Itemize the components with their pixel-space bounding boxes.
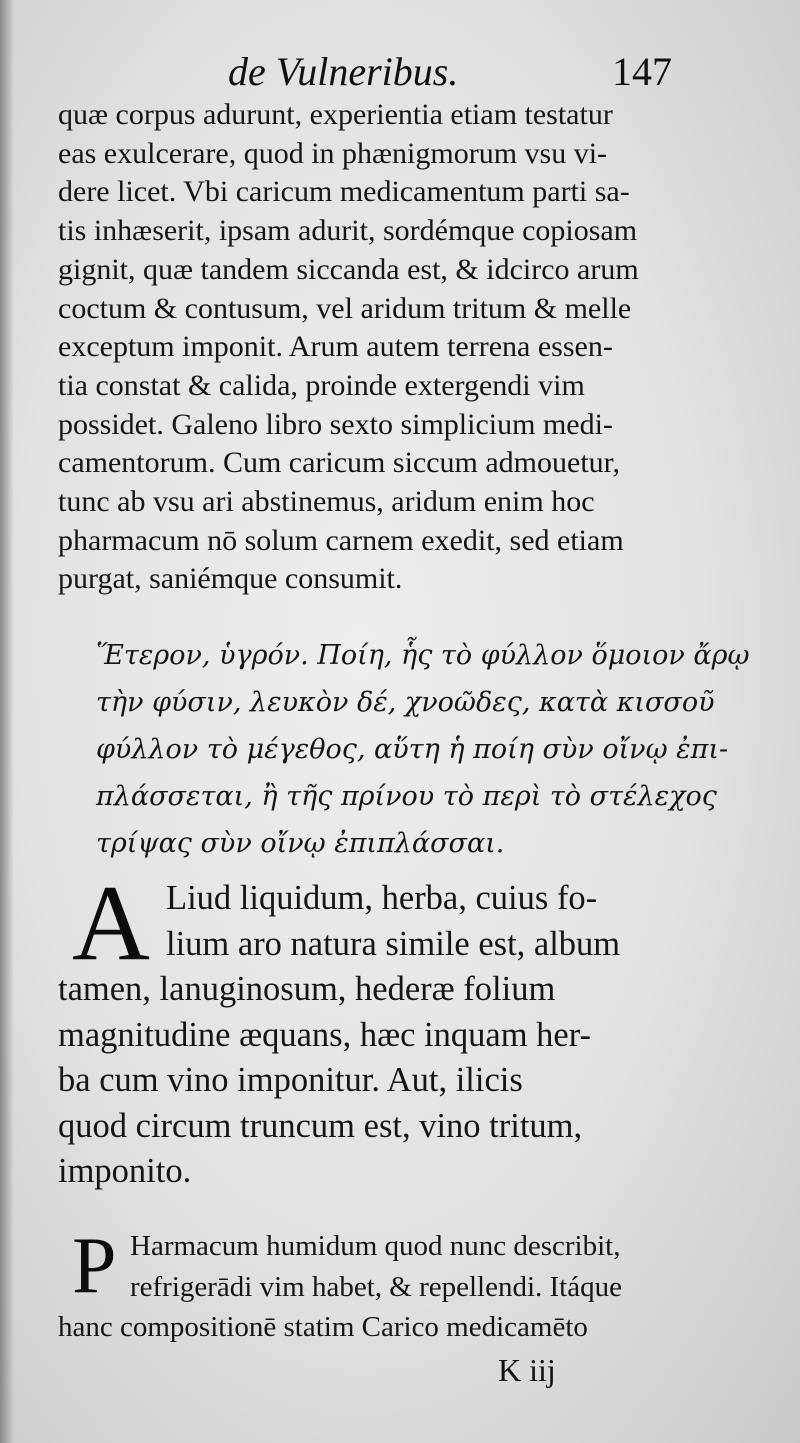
drop-cap-p: P [72, 1222, 117, 1310]
text-line: magnitudine æquans, hæc inquam her- [58, 1015, 591, 1054]
text-line: purgat, saniémque consumit. [58, 562, 403, 596]
latin-paragraph-3 [58, 1222, 708, 1348]
text-line: eas exulcerare, quod in phænigmorum vsu vi- [58, 136, 608, 170]
greek-line: τὴν φύσιν, λευκὸν δέ, χνοῶδες, κατὰ κισσοῦ [96, 687, 715, 718]
greek-line: τρίψας σὺν οἴνῳ ἐπιπλάσσαι. [96, 828, 505, 859]
text-line: lium aro natura simile est, album [166, 924, 621, 963]
text-line: imponito. [58, 1152, 192, 1190]
text-line: possidet. Galeno libro sexto simplicium medi- [58, 407, 613, 441]
text-line: hanc compositionē statim Carico medicamēto [58, 1311, 588, 1343]
page-shadow-edge [0, 0, 14, 1443]
text-line: dere licet. Vbi caricum medicamentum parti sa- [58, 175, 630, 209]
signature-mark: K iij [498, 1352, 556, 1388]
text-line: refrigerādi vim habet, & repellendi. Itáque [130, 1270, 622, 1303]
greek-line: φύλλον τὸ μέγεθος, αὕτη ἡ ποίη σὺν οἴνῳ ἐπι- [96, 734, 729, 765]
text-line: tia constat & calida, proinde extergendi vim [58, 368, 585, 402]
text-line: tunc ab vsu ari abstinemus, aridum enim hoc [58, 485, 595, 519]
running-title: de Vulneribus. [228, 49, 459, 94]
latin-paragraph-2 [58, 864, 708, 1195]
text-line: tis inhæserit, ipsam adurit, sordémque copiosam [58, 214, 638, 248]
text-line: quæ corpus adurunt, experientia etiam testatur [58, 98, 613, 131]
text-line: ba cum vino imponitur. Aut, ilicis [58, 1061, 523, 1099]
text-line: exceptum imponit. Arum autem terrena essen- [58, 330, 613, 364]
greek-line: πλάσσεται, ἢ τῆς πρίνου τὸ περὶ τὸ στέλεχος [96, 781, 717, 812]
page-number: 147 [612, 49, 672, 94]
drop-cap-a: A [72, 864, 150, 983]
text-line: quod circum truncum est, vino tritum, [58, 1106, 583, 1145]
text-line: coctum & contusum, vel aridum tritum & melle [58, 291, 632, 325]
text-line: Liud liquidum, herba, cuius fo- [166, 879, 598, 917]
greek-line: Ἕτερον, ὑγρόν. Ποίη, ἧς τὸ φύλλον ὅμοιον ἄρῳ [96, 640, 750, 671]
text-line: Harmacum humidum quod nunc describit, [130, 1230, 621, 1262]
greek-passage [96, 632, 750, 867]
page-header [0, 40, 800, 100]
text-line: tamen, lanuginosum, hederæ folium [58, 970, 556, 1008]
latin-paragraph-1 [58, 96, 708, 599]
text-line: gignit, quæ tandem siccanda est, & idcirco arum [58, 252, 639, 286]
text-line: pharmacum nō solum carnem exedit, sed etiam [58, 523, 624, 557]
text-line: camentorum. Cum caricum siccum admouetur, [58, 446, 620, 480]
